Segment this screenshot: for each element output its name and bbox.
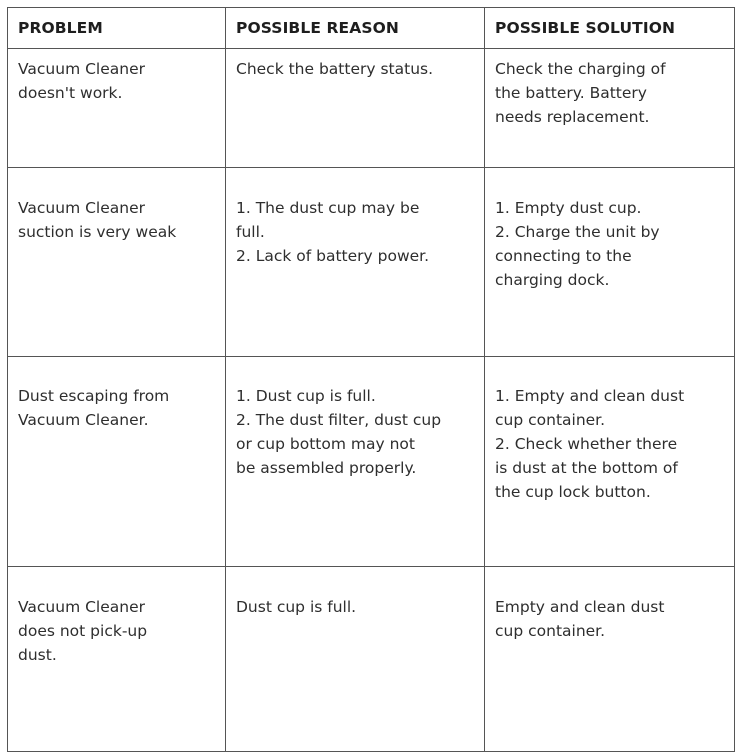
- header-row: [8, 8, 735, 49]
- header-possible-solution: POSSIBLE SOLUTION: [485, 8, 735, 49]
- cell-text: cup container.: [495, 411, 606, 429]
- header-possible-reason: POSSIBLE REASON: [226, 8, 485, 49]
- cell-text: the cup lock button.: [495, 483, 651, 501]
- cell-text: Check the charging of: [495, 60, 666, 78]
- cell-text: Dust cup is full.: [236, 598, 357, 616]
- cell-text: 2. Lack of battery power.: [236, 247, 430, 265]
- cell-text: Vacuum Cleaner: [18, 199, 145, 217]
- problem-cell: [8, 567, 226, 752]
- cell-text: 1. Empty and clean dust: [495, 387, 685, 405]
- table-row: [8, 49, 735, 168]
- cell-text: Check the battery status.: [236, 60, 434, 78]
- cell-text: 2. The dust filter, dust cup: [236, 411, 442, 429]
- cell-text: suction is very weak: [18, 223, 177, 241]
- cell-text: doesn't work.: [18, 84, 123, 102]
- troubleshooting-table: [7, 7, 735, 752]
- header-problem: PROBLEM: [8, 8, 226, 49]
- cell-text: dust.: [18, 646, 57, 664]
- cell-text: Vacuum Cleaner: [18, 598, 145, 616]
- cell-text: 1. Dust cup is full.: [236, 387, 376, 405]
- reason-cell: [226, 567, 485, 752]
- cell-text: charging dock.: [495, 271, 610, 289]
- cell-text: Vacuum Cleaner: [18, 60, 145, 78]
- cell-text: cup container.: [495, 622, 606, 640]
- cell-text: is dust at the bottom of: [495, 459, 678, 477]
- cell-text: 1. Empty dust cup.: [495, 199, 642, 217]
- cell-text: full.: [236, 223, 265, 241]
- cell-text: 1. The dust cup may be: [236, 199, 420, 217]
- cell-text: 2. Charge the unit by: [495, 223, 660, 241]
- problem-cell: [8, 357, 226, 567]
- cell-text: be assembled properly.: [236, 459, 417, 477]
- cell-text: Empty and clean dust: [495, 598, 665, 616]
- table-row: [8, 357, 735, 567]
- reason-cell: [226, 49, 485, 168]
- solution-cell: [485, 49, 735, 168]
- cell-text: connecting to the: [495, 247, 632, 265]
- table-row: [8, 168, 735, 357]
- cell-text: the battery. Battery: [495, 84, 647, 102]
- solution-cell: [485, 357, 735, 567]
- cell-text: Vacuum Cleaner.: [18, 411, 149, 429]
- cell-text: Dust escaping from: [18, 387, 170, 405]
- problem-cell: [8, 168, 226, 357]
- reason-cell: [226, 168, 485, 357]
- cell-text: needs replacement.: [495, 108, 650, 126]
- problem-cell: [8, 49, 226, 168]
- reason-cell: [226, 357, 485, 567]
- table-row: [8, 567, 735, 752]
- cell-text: 2. Check whether there: [495, 435, 678, 453]
- cell-text: or cup bottom may not: [236, 435, 415, 453]
- solution-cell: [485, 567, 735, 752]
- solution-cell: [485, 168, 735, 357]
- cell-text: does not pick-up: [18, 622, 148, 640]
